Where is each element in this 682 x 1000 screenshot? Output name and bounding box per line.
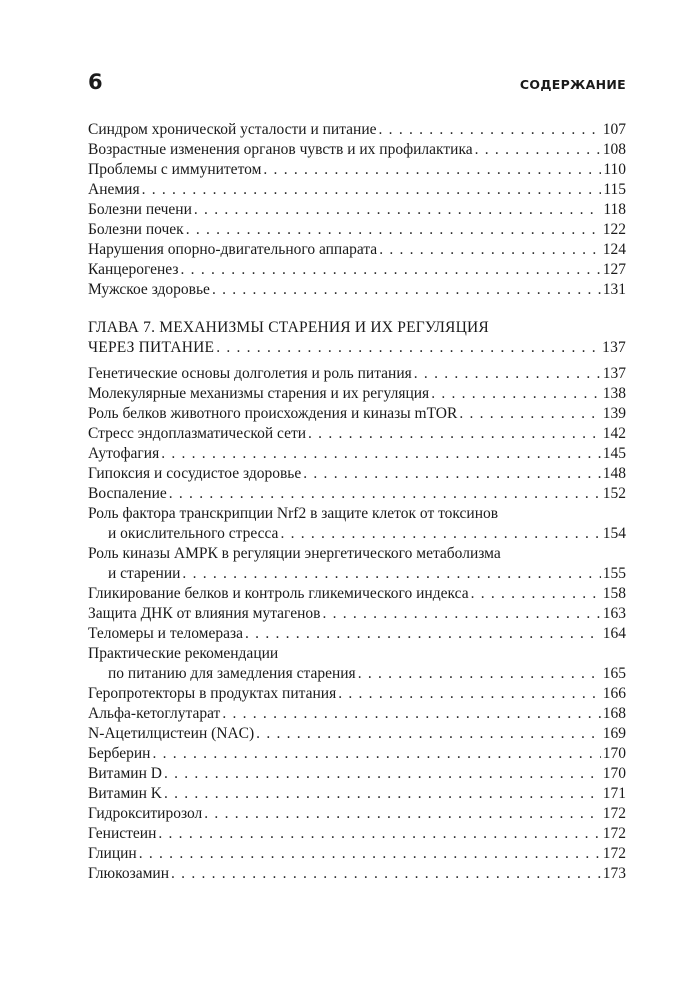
toc-entry-line-1[interactable] [88, 644, 626, 664]
toc-entry-page: 163 [602, 605, 626, 622]
toc-entry-title: Аутофагия [88, 445, 160, 462]
toc-entry-page: 170 [602, 745, 626, 762]
dot-leader [379, 240, 601, 260]
toc-entry-title: Генистеин [88, 825, 157, 842]
chapter-title-text: ЧЕРЕЗ ПИТАНИЕ [88, 339, 215, 356]
toc-entry-line-1[interactable] [88, 504, 626, 524]
toc-entry-title: Болезни почек [88, 221, 184, 238]
toc-entry-page: 164 [602, 625, 626, 642]
toc-entry-title: Проблемы с иммунитетом [88, 161, 262, 178]
dot-leader [161, 444, 601, 464]
dot-leader [459, 404, 600, 424]
dot-leader [358, 664, 601, 684]
toc-entry-page: 169 [602, 725, 626, 742]
dot-leader [303, 464, 601, 484]
toc-entry-title: Анемия [88, 181, 140, 198]
toc-entry-page: 108 [602, 141, 626, 158]
dot-leader [256, 724, 601, 744]
toc-entry-page: 127 [602, 261, 626, 278]
toc-entry-line-2[interactable] [88, 524, 626, 544]
dot-leader [169, 484, 601, 504]
toc-entry-page: 168 [602, 705, 626, 722]
toc-entry-title: Болезни печени [88, 201, 192, 218]
toc-entry-page: 152 [602, 485, 626, 502]
dot-leader [186, 220, 601, 240]
toc-entry[interactable] [88, 864, 626, 884]
dot-leader [204, 804, 600, 824]
toc-entry-page: 171 [602, 785, 626, 802]
toc-entry[interactable] [88, 240, 626, 260]
toc-entry[interactable] [88, 804, 626, 824]
toc-entry-title: Роль киназы АМРК в регуляции энергетического метаболизма [88, 545, 501, 562]
toc-entry-page: 142 [602, 425, 626, 442]
toc-entry-page: 139 [602, 405, 626, 422]
dot-leader [158, 824, 600, 844]
dot-leader [216, 338, 600, 358]
toc-entry[interactable] [88, 384, 626, 404]
toc-entry-title: Генетические основы долголетия и роль питания [88, 365, 412, 382]
toc-entry-title: Роль белков животного происхождения и киназы mTOR [88, 405, 458, 422]
running-header-title: СОДЕРЖАНИЕ [519, 77, 626, 92]
toc-entry-page: 170 [602, 765, 626, 782]
toc-entry-page: 118 [603, 201, 626, 218]
toc-entry[interactable] [88, 444, 626, 464]
toc-entry[interactable] [88, 424, 626, 444]
toc-entry[interactable] [88, 220, 626, 240]
toc-entry[interactable] [88, 584, 626, 604]
dot-leader [431, 384, 601, 404]
toc-entry[interactable] [88, 180, 626, 200]
chapter-heading[interactable] [88, 318, 626, 358]
toc-entry-title: Берберин [88, 745, 151, 762]
chapter-title-line-2 [88, 338, 626, 358]
toc-entry-page: 145 [602, 445, 626, 462]
toc-entry[interactable] [88, 484, 626, 504]
dot-leader [152, 744, 600, 764]
toc-entry-title: Синдром хронической усталости и питание [88, 121, 377, 138]
toc-entry-title: Практические рекомендации [88, 645, 279, 662]
toc-entry-page: 154 [602, 525, 626, 542]
toc-entry[interactable] [88, 684, 626, 704]
dot-leader [379, 120, 601, 140]
dot-leader [142, 180, 602, 200]
toc-entry[interactable] [88, 824, 626, 844]
toc-section-2 [88, 364, 626, 884]
toc-section-1 [88, 120, 626, 300]
page-number: 6 [88, 70, 103, 94]
toc-entry-title: Гликирование белков и контроль гликемического индекса [88, 585, 469, 602]
toc-entry-page: 172 [602, 805, 626, 822]
toc-entry[interactable] [88, 624, 626, 644]
toc-entry-title: Глицин [88, 845, 137, 862]
toc-entry[interactable] [88, 160, 626, 180]
toc-entry-page: 172 [602, 845, 626, 862]
toc-entry-page: 158 [602, 585, 626, 602]
dot-leader [164, 764, 601, 784]
dot-leader [164, 784, 601, 804]
dot-leader [471, 584, 601, 604]
toc-entry-page: 137 [602, 365, 626, 382]
toc-entry-line-2[interactable] [88, 564, 626, 584]
toc-entry[interactable] [88, 404, 626, 424]
toc-entry[interactable] [88, 744, 626, 764]
toc-entry-page: 124 [602, 241, 626, 258]
toc-entry-title: и окислительного стресса [108, 525, 279, 542]
chapter-title-line-1: ГЛАВА 7. МЕХАНИЗМЫ СТАРЕНИЯ И ИХ РЕГУЛЯЦИЯ [88, 319, 489, 336]
toc-entry[interactable] [88, 704, 626, 724]
dot-leader [280, 524, 600, 544]
toc-entry-page: 172 [602, 825, 626, 842]
toc-entry-page: 110 [603, 161, 626, 178]
dot-leader [322, 604, 600, 624]
toc-entry-line-1[interactable] [88, 544, 626, 564]
dot-leader [171, 864, 601, 884]
toc-entry-title: и старении [108, 565, 181, 582]
toc-entry-title: Витамин K [88, 785, 162, 802]
toc-entry-page: 173 [602, 865, 626, 882]
toc-entry[interactable] [88, 140, 626, 160]
dot-leader [263, 160, 601, 180]
toc-entry[interactable] [88, 260, 626, 280]
dot-leader [475, 140, 601, 160]
dot-leader [245, 624, 601, 644]
toc-entry-title: Витамин D [88, 765, 162, 782]
toc-entry-page: 115 [603, 181, 626, 198]
toc-entry-title: Воспаление [88, 485, 167, 502]
dot-leader [308, 424, 601, 444]
toc-entry-title: Защита ДНК от влияния мутагенов [88, 605, 321, 622]
dot-leader [338, 684, 601, 704]
toc-entry[interactable] [88, 364, 626, 384]
toc-entry[interactable] [88, 764, 626, 784]
toc-entry-title: Канцерогенез [88, 261, 179, 278]
toc-entry-title: Гидрокситирозол [88, 805, 203, 822]
dot-leader [222, 704, 600, 724]
toc-entry-title: Нарушения опорно-двигательного аппарата [88, 241, 378, 258]
toc-entry-title: Гипоксия и сосудистое здоровье [88, 465, 302, 482]
toc-entry-title: Роль фактора транскрипции Nrf2 в защите клеток от токсинов [88, 505, 499, 522]
toc-entry-page: 166 [602, 685, 626, 702]
dot-leader [139, 844, 601, 864]
toc-entry-page: 148 [602, 465, 626, 482]
toc-entry-title: Глюкозамин [88, 865, 170, 882]
toc-entry-title: N-Ацетилцистеин (NAC) [88, 725, 255, 742]
toc-entry-title: Возрастные изменения органов чувств и их профилактика [88, 141, 473, 158]
toc-entry-page: 138 [602, 385, 626, 402]
toc-entry-title: Теломеры и теломераза [88, 625, 244, 642]
toc-entry-title: Мужское здоровье [88, 281, 210, 298]
toc-entry[interactable] [88, 200, 626, 220]
toc-entry[interactable] [88, 604, 626, 624]
toc-entry[interactable] [88, 464, 626, 484]
toc-entry-title: по питанию для замедления старения [108, 665, 356, 682]
dot-leader [194, 200, 601, 220]
toc-entry-page: 165 [602, 665, 626, 682]
toc-entry-page: 131 [602, 281, 626, 298]
toc-entry[interactable] [88, 120, 626, 140]
toc-entry[interactable] [88, 844, 626, 864]
chapter-page: 137 [602, 339, 626, 356]
toc-entry[interactable] [88, 784, 626, 804]
toc-entry-page: 122 [602, 221, 626, 238]
dot-leader [181, 260, 601, 280]
toc-entry-title: Стресс эндоплазматической сети [88, 425, 307, 442]
dot-leader [182, 564, 600, 584]
toc-entry-page: 107 [602, 121, 626, 138]
dot-leader [212, 280, 601, 300]
toc-entry-title: Альфа-кетоглутарат [88, 705, 221, 722]
toc-entry[interactable] [88, 280, 626, 300]
dot-leader [414, 364, 601, 384]
toc-entry-line-2[interactable] [88, 664, 626, 684]
toc-entry-title: Молекулярные механизмы старения и их регуляция [88, 385, 430, 402]
toc-entry-page: 155 [602, 565, 626, 582]
toc-entry[interactable] [88, 724, 626, 744]
toc-entry-title: Геропротекторы в продуктах питания [88, 685, 337, 702]
